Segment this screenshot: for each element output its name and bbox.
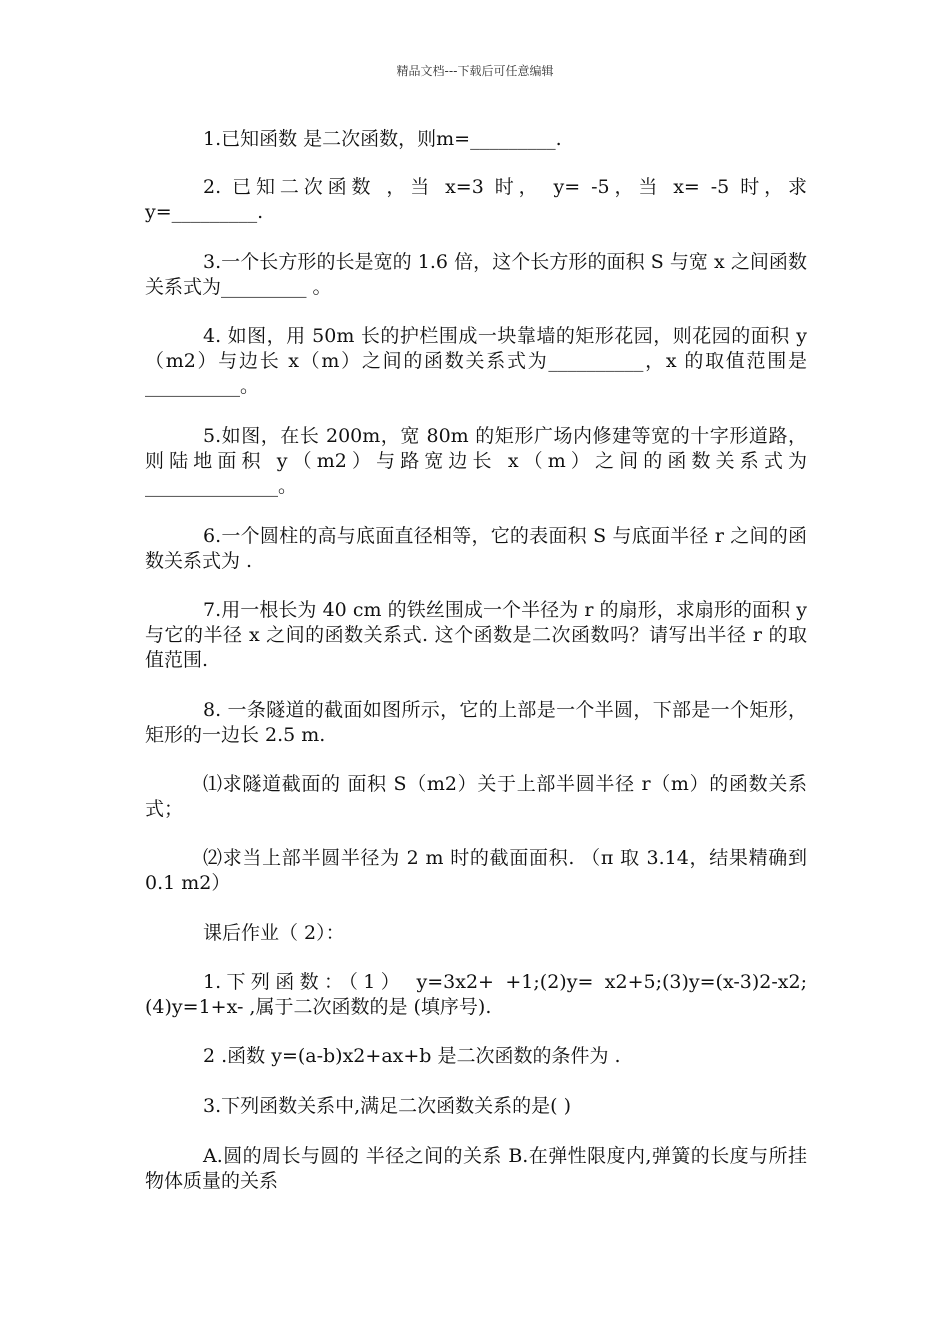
question-1: 1.已知函数 是二次函数，则m=_________. xyxy=(203,128,562,150)
homework-question-2: 2 .函数 y=(a-b)x2+ax+b 是二次函数的条件为 . xyxy=(203,1045,621,1067)
homework-question-3-options: A.圆的周长与圆的 半径之间的关系 B.在弹性限度内,弹簧的长度与所挂物体质量的关系 xyxy=(145,1145,807,1192)
question-5: 5.如图，在长 200m，宽 80m 的矩形广场内修建等宽的十字形道路，则陆地面积 y（m2）与路宽边长 x（m）之间的函数关系式为______________。 xyxy=(145,425,807,497)
question-3: 3.一个长方形的长是宽的 1.6 倍，这个长方形的面积 S 与宽 x 之间函数关系式为_________ 。 xyxy=(145,251,807,298)
question-7: 7.用一根长为 40 cm 的铁丝围成一个半径为 r 的扇形，求扇形的面积 y 与它的半径 x 之间的函数关系式. 这个函数是二次函数吗？请写出半径 r 的取值范围. xyxy=(145,599,807,671)
question-4: 4. 如图，用 50m 长的护栏围成一块靠墙的矩形花园，则花园的面积 y（m2）与边长 x（m）之间的函数关系式为__________，x 的取值范围是__________。 xyxy=(145,325,807,397)
question-8-part-2: ⑵求当上部半圆半径为 2 m 时的截面面积. （π 取 3.14，结果精确到 0.1 m2） xyxy=(145,847,807,894)
homework-title: 课后作业（ 2）： xyxy=(203,922,345,944)
question-8: 8. 一条隧道的截面如图所示，它的上部是一个半圆，下部是一个矩形，矩形的一边长 2.5 m. xyxy=(145,699,807,746)
homework-question-3: 3.下列函数关系中,满足二次函数关系的是( ) xyxy=(203,1095,572,1117)
question-6: 6.一个圆柱的高与底面直径相等，它的表面积 S 与底面半径 r 之间的函数关系式为 . xyxy=(145,525,807,572)
question-2: 2. 已知二次函数 ，当 x=3 时， y= -5，当 x= -5 时，求y=_________. xyxy=(145,176,807,223)
page-header: 精品文档---下载后可任意编辑 xyxy=(396,64,554,78)
homework-question-1: 1.下列函数：（1） y=3x2+ +1;(2)y= x2+5;(3)y=(x-3)2-x2;(4)y=1+x- ,属于二次函数的是 (填序号). xyxy=(145,971,807,1018)
question-8-part-1: ⑴求隧道截面的 面积 S（m2）关于上部半圆半径 r（m）的函数关系式； xyxy=(145,773,807,820)
